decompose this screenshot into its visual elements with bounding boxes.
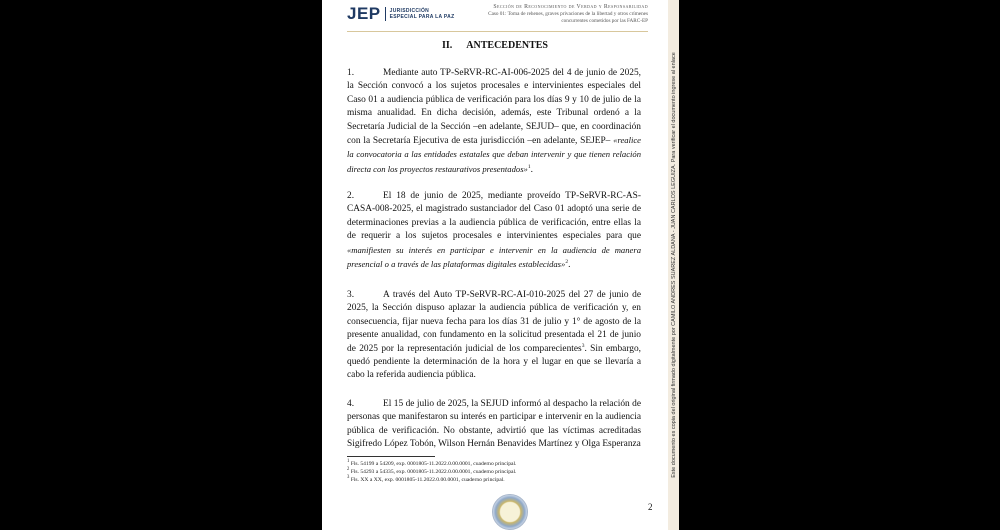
footnote-number: 3	[347, 475, 350, 480]
paragraph-number: 3.	[347, 290, 355, 300]
document-page	[322, 0, 668, 530]
paragraph-tail: . Sin embargo, quedó pendiente la determinación de la hora y el lugar en que se llevaría a cabo la referida audiencia pública.	[347, 343, 641, 381]
page-number: 2	[648, 502, 653, 512]
paragraph-2	[347, 190, 641, 272]
logo-line-2: ESPECIAL PARA LA PAZ	[389, 14, 455, 20]
heading-title: ANTECEDENTES	[466, 40, 548, 51]
paragraph-1	[347, 67, 641, 177]
footnote-text: Fls. 54293 a 54335, exp. 0001805-11.2022.0.00.0001, cuaderno principal.	[350, 468, 517, 475]
section-name: Sección de Reconocimiento de Verdad y Responsabilidad	[493, 4, 648, 10]
footnote-number: 2	[347, 467, 350, 472]
paragraph-tail: .	[568, 260, 571, 271]
digital-signature-strip	[668, 0, 679, 530]
paragraph-number: 4.	[347, 399, 355, 409]
paragraph-text: Mediante auto TP-SeRVR-RC-AI-006-2025 del 4 de junio de 2025, la Sección convocó a los sujetos procesales e intervinientes especiales del Caso 01 a audiencia pública de verificación para los días 9 y 10 de julio de la misma anualidad. En dicha decisión, además, este Tribunal ordenó a la Secretaría Judicial de la Sección –en adelante, SEJUD– que, en coordinación con la Secretaría Ejecutiva de esta jurisdicción –en adelante, SEJEP–	[347, 68, 641, 147]
logo-divider	[385, 7, 386, 21]
paragraph-text: El 18 de junio de 2025, mediante proveído TP-SeRVR-RC-AS-CASA-008-2025, el magistrado sustanciador del Caso 01 adoptó una serie de determinaciones previas a la audiencia pública de verificación, entre ellas la de requerir a los sujetos procesales e intervinientes especiales para que	[347, 191, 641, 242]
footnote-3	[347, 475, 505, 483]
logo-mark: JEP	[347, 4, 381, 23]
signature-text: Este documento es copia del original firmado digitalmente por CAMILO ANDRES SUAREZ ALDANA - JUAN CARLOS LEGUIZA. Para verificar el documento ingrese al enlace	[670, 52, 677, 478]
footnote-number: 1	[347, 459, 350, 464]
footnote-1	[347, 459, 516, 467]
paragraph-3	[347, 289, 641, 383]
coat-of-arms-seal-icon	[492, 494, 528, 530]
logo-text	[390, 8, 455, 20]
heading-number: II.	[442, 40, 453, 51]
paragraph-quote: «realice la convocatoria a las entidades estatales que deban intervenir y que tienen relación directa con los proyectos restaurativos presentados»	[347, 135, 641, 174]
header-info	[488, 4, 648, 24]
footnote-text: Fls. XX a XX, exp. 0001805-11.2022.0.00.0001, cuaderno principal.	[350, 476, 505, 483]
case-line-1: Caso 01: Toma de rehenes, graves privaciones de la libertad y otros crímenes	[488, 10, 648, 17]
footnote-text: Fls. 54199 a 54209, exp. 0001805-11.2022.0.00.0001, cuaderno principal.	[350, 460, 517, 467]
paragraph-text: El 15 de julio de 2025, la SEJUD informó al despacho la relación de personas que manifestaron su interés en participar e intervenir en la audiencia pública de verificación. No obstante, advirtió que las víctimas acreditadas Sigifredo López Tobón, Wilson Hernán Benavides Martínez y Olga Esperanza	[347, 399, 641, 450]
logo-line-1: JURISDICCIÓN	[389, 8, 430, 14]
paragraph-4	[347, 398, 641, 452]
paragraph-tail: .	[530, 164, 533, 175]
paragraph-number: 2.	[347, 191, 355, 201]
header-rule	[347, 31, 648, 32]
section-heading	[322, 40, 668, 51]
footnote-ref[interactable]: 2	[565, 258, 569, 265]
footnote-ref[interactable]: 1	[527, 163, 531, 170]
paragraph-text: A través del Auto TP-SeRVR-RC-AI-010-2025 del 27 de junio de 2025, la Sección dispuso aplazar la audiencia pública de verificación y, en consecuencia, fijar nueva fecha para los días 31 de julio y 1° de agosto de la presente anualidad, con fundamento en la solicitud presentada el 21 de junio de 2025 por la representación judicial de los comparecientes	[347, 290, 641, 354]
jep-logo	[347, 4, 454, 24]
footnote-2	[347, 467, 516, 475]
paragraph-quote: «manifiesten su interés en participar e intervenir en la audiencia de manera presencial o a través de las plataformas digitales establecidas»	[347, 244, 641, 270]
paragraph-number: 1.	[347, 68, 355, 78]
footnote-rule	[347, 456, 435, 457]
footnote-ref[interactable]: 3	[581, 342, 585, 349]
case-line-2: concurrentes cometidos por las FARC-EP	[561, 17, 648, 24]
